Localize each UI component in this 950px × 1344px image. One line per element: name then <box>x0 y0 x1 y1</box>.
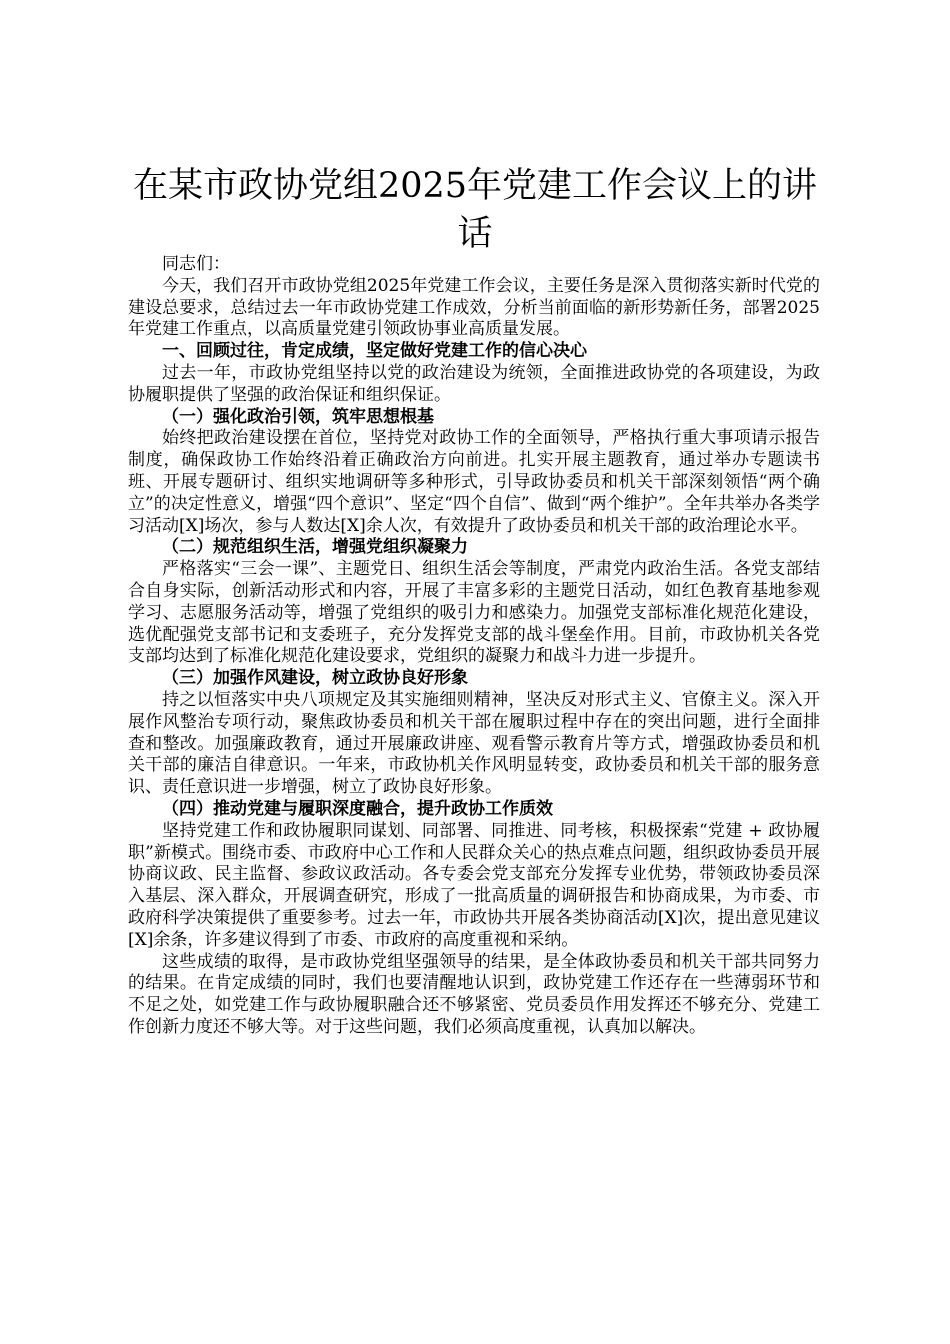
subsection-2-heading: （二）规范组织生活，增强党组织凝聚力 <box>162 537 468 558</box>
subsection-1-body: 始终把政治建设摆在首位，坚持党对政协工作的全面领导，严格执行重大事项请示报告制度，确保政协工作始终沿着正确政治方向前进。扎实开展主题教育，通过举办专题读书班、开展专题研讨、组织实地调研等多种形式，引导政协委员和机关干部深刻领悟“两个确立”的决定性意义，增强“四个意识”、坚定“四个自信”、做到“两个维护”。全年共举办各类学习活动[X]场次，参与人数达[X]余人次，有效提升了政协委员和机关干部的政治理论水平。 <box>128 428 820 536</box>
document-title: 在某市政协党组2025年党建工作会议上的讲话 <box>132 166 818 254</box>
section-1-heading: 一、回顾过往，肯定成绩，坚定做好党建工作的信心决心 <box>162 341 587 362</box>
closing-paragraph: 这些成绩的取得，是市政协党组坚强领导的结果，是全体政协委员和机关干部共同努力的结果。在肯定成绩的同时，我们也要清醒地认识到，政协党建工作还存在一些薄弱环节和不足之处，如党建工作与政协履职融合还不够紧密、党员委员作用发挥还不够充分、党建工作创新力度还不够大等。对于这些问题，我们必须高度重视，认真加以解决。 <box>128 951 820 1037</box>
subsection-4-heading: （四）推动党建与履职深度融合，提升政协工作质效 <box>162 798 553 819</box>
section-1-intro: 过去一年，市政协党组坚持以党的政治建设为统领，全面推进政协党的各项建设，为政协履职提供了坚强的政治保证和组织保证。 <box>128 362 820 405</box>
subsection-3-body: 持之以恒落实中央八项规定及其实施细则精神，坚决反对形式主义、官僚主义。深入开展作风整治专项行动，聚焦政协委员和机关干部在履职过程中存在的突出问题，进行全面排查和整改。加强廉政教育，通过开展廉政讲座、观看警示教育片等方式，增强政协委员和机关干部的廉洁自律意识。一年来，市政协机关作风明显转变，政协委员和机关干部的服务意识、责任意识进一步增强，树立了政协良好形象。 <box>128 689 820 798</box>
salutation: 同志们： <box>162 254 230 274</box>
document-body <box>128 254 820 1039</box>
subsection-1-heading: （一）强化政治引领，筑牢思想根基 <box>162 406 434 427</box>
intro-paragraph: 今天，我们召开市政协党组2025年党建工作会议，主要任务是深入贯彻落实新时代党的建设总要求，总结过去一年市政协党建工作成效，分析当前面临的新形势新任务，部署2025年党建工作重点，以高质量党建引领政协事业高质量发展。 <box>128 275 820 340</box>
subsection-3-heading: （三）加强作风建设，树立政协良好形象 <box>162 668 468 689</box>
subsection-2-body: 严格落实“三会一课”、主题党日、组织生活会等制度，严肃党内政治生活。各党支部结合自身实际，创新活动形式和内容，开展了丰富多彩的主题党日活动，如红色教育基地参观学习、志愿服务活动等，增强了党组织的吸引力和感染力。加强党支部标准化规范化建设，选优配强党支部书记和支委班子，充分发挥党支部的战斗堡垒作用。目前，市政协机关各党支部均达到了标准化规范化建设要求，党组织的凝聚力和战斗力进一步提升。 <box>128 559 820 667</box>
subsection-4-body: 坚持党建工作和政协履职同谋划、同部署、同推进、同考核，积极探索“党建 + 政协履职”新模式。围绕市委、市政府中心工作和人民群众关心的热点难点问题，组织政协委员开展协商议政、民主监督、参政议政活动。各专委会党支部充分发挥专业优势，带领政协委员深入基层、深入群众，开展调查研究，形成了一批高质量的调研报告和协商成果，为市委、市政府科学决策提供了重要参考。过去一年，市政协共开展各类协商活动[X]次，提出意见建议[X]余条，许多建议得到了市委、市政府的高度重视和采纳。 <box>128 820 820 950</box>
